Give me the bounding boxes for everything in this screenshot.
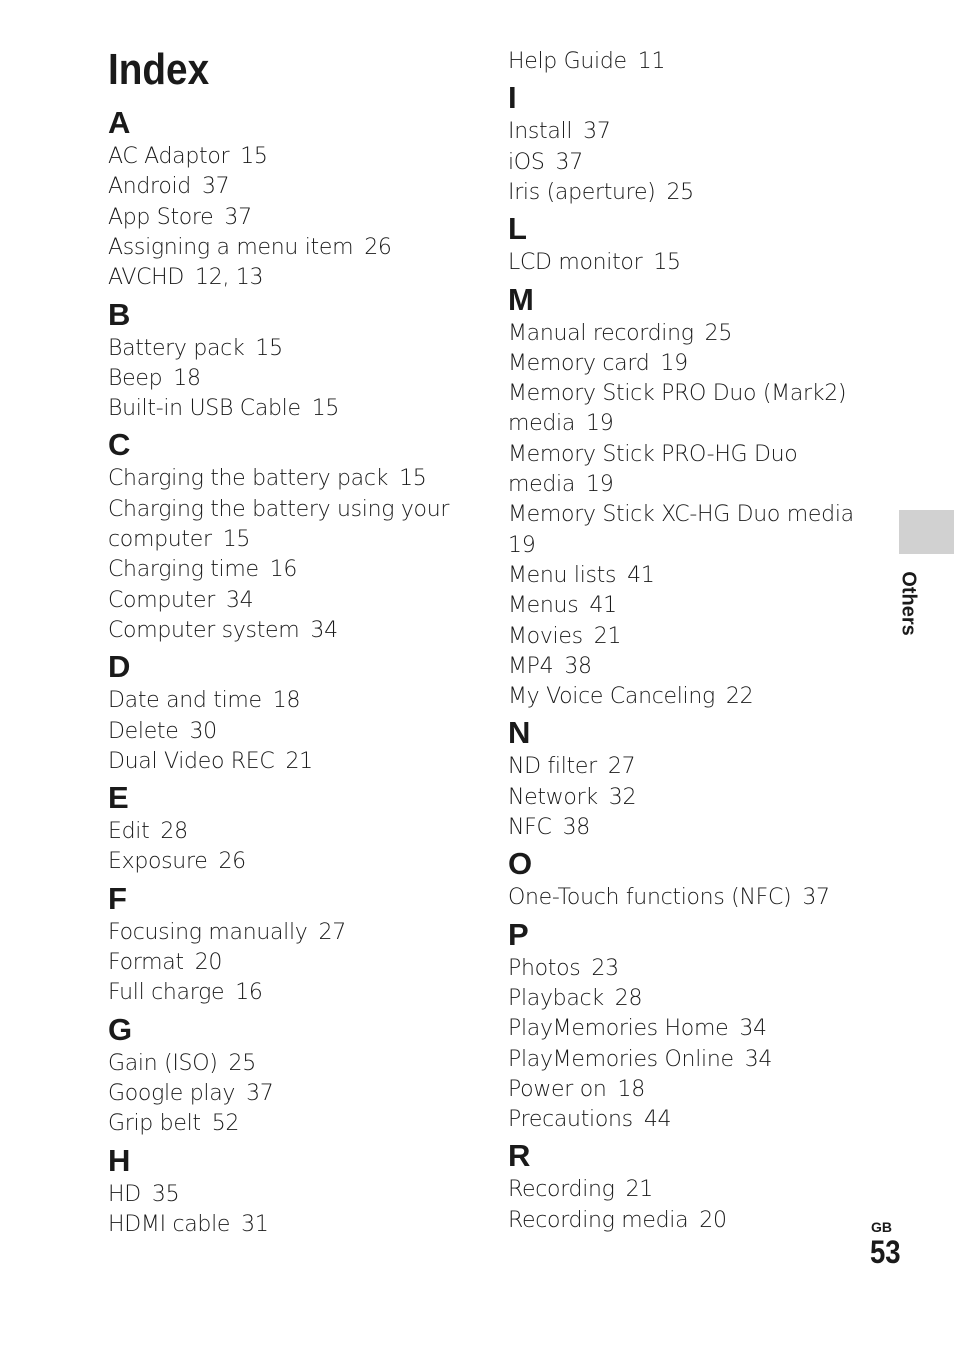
index-term: media: [508, 411, 576, 437]
index-page-ref: 22: [725, 684, 754, 710]
index-letter-heading: M: [508, 281, 534, 317]
index-term: Menu lists: [508, 562, 617, 588]
index-entry: [508, 1046, 772, 1074]
index-page-ref: 26: [364, 234, 392, 260]
index-letter-heading: B: [108, 296, 131, 332]
index-term: ND filter: [508, 754, 597, 780]
index-term: Iris (aperture): [508, 179, 656, 205]
index-letter-heading: G: [108, 1011, 133, 1047]
index-entry: [508, 1207, 727, 1235]
index-entry: [108, 264, 263, 292]
index-page-ref: 19: [586, 472, 614, 497]
index-page-ref: 26: [218, 849, 246, 875]
index-term: Focusing manually: [108, 919, 308, 945]
section-tab-label: [893, 566, 923, 640]
page-number: 53: [870, 1234, 901, 1270]
index-page-ref: 32: [608, 784, 637, 810]
index-term: computer: [108, 527, 212, 552]
index-term: Charging time: [108, 557, 259, 583]
index-page-ref: 38: [564, 653, 592, 679]
index-page-ref: 27: [607, 754, 636, 780]
index-entry: [108, 718, 217, 746]
index-entry: [508, 501, 854, 529]
index-page-ref: 20: [699, 1207, 727, 1233]
index-term: Install: [508, 119, 573, 145]
index-entry: [508, 955, 619, 983]
index-term: Memory Stick PRO-HG Duo: [508, 441, 798, 467]
index-term: Computer: [108, 587, 215, 613]
index-entry: [108, 1050, 256, 1078]
index-entry: [508, 562, 655, 590]
index-letter-heading: E: [108, 780, 129, 816]
index-entry: [508, 985, 642, 1013]
index-term: LCD monitor: [508, 250, 643, 276]
index-entry: [508, 441, 797, 469]
index-page-ref: 19: [586, 411, 614, 437]
index-term: One-Touch functions (NFC): [508, 885, 792, 911]
index-page-ref: 34: [225, 587, 254, 613]
index-letter-heading: F: [108, 880, 127, 916]
index-page-ref: 34: [739, 1016, 767, 1042]
index-page-ref: 37: [246, 1080, 274, 1106]
index-term: Edit: [108, 819, 150, 845]
index-page-ref: 21: [593, 623, 622, 649]
index-term: AC Adaptor: [108, 144, 230, 169]
index-page-ref: 21: [625, 1177, 653, 1203]
index-page-ref: 15: [311, 396, 340, 422]
index-letter-heading: L: [508, 211, 527, 247]
index-term: Gain (ISO): [108, 1050, 218, 1076]
index-term: Power on: [508, 1076, 607, 1102]
index-entry: [508, 592, 617, 620]
index-term: MP4: [508, 653, 554, 679]
index-term: Computer system: [108, 617, 300, 643]
index-page-ref: 41: [589, 593, 617, 619]
index-term: Battery pack: [108, 335, 245, 361]
section-label-text: Others: [897, 570, 920, 636]
index-page-ref: 30: [189, 718, 217, 744]
index-page-ref: 37: [802, 885, 830, 911]
index-page-ref: 23: [591, 955, 619, 981]
index-page-ref: 21: [285, 748, 313, 774]
index-term: Built-in USB Cable: [108, 396, 301, 422]
index-page-ref: 25: [228, 1050, 256, 1076]
index-letter-heading: P: [508, 916, 529, 952]
index-entry: [108, 465, 426, 493]
index-entry: [108, 173, 229, 201]
index-page-ref: 37: [201, 174, 230, 200]
index-page-ref: 52: [211, 1111, 240, 1137]
index-term: Android: [108, 174, 191, 200]
index-entry: [108, 365, 201, 393]
index-entry: [508, 471, 613, 499]
index-entry: [108, 556, 297, 584]
index-term: My Voice Canceling: [508, 684, 715, 710]
index-term: HDMI cable: [108, 1211, 231, 1237]
index-letter-heading: C: [108, 427, 131, 463]
index-term: PlayMemories Home: [508, 1016, 729, 1042]
index-term: Date and time: [108, 688, 262, 714]
index-entry: [508, 1176, 653, 1204]
index-term: Recording media: [508, 1207, 689, 1233]
index-entry: [108, 587, 253, 615]
index-entry: [508, 350, 688, 378]
page-title: Index: [108, 45, 210, 94]
index-page-ref: 37: [224, 204, 252, 230]
index-entry: [108, 1110, 239, 1138]
index-page-ref: 15: [653, 250, 681, 276]
index-term: Memory card: [508, 350, 650, 376]
index-entry: [108, 526, 250, 554]
index-letter-heading: H: [108, 1142, 131, 1178]
index-term: Grip belt: [108, 1111, 201, 1137]
index-page-ref: 15: [399, 466, 427, 492]
index-page-ref: 11: [637, 49, 666, 74]
index-entry: [508, 814, 590, 842]
index-page-ref: 18: [272, 688, 301, 714]
index-entry: [508, 532, 535, 560]
index-term: Assigning a menu item: [108, 234, 354, 260]
index-page-ref: 37: [555, 149, 583, 175]
section-tab-marker: [899, 510, 954, 554]
index-term: HD: [108, 1181, 141, 1207]
index-page-ref: 38: [562, 815, 590, 840]
index-entry: [108, 748, 313, 776]
index-entry: [108, 617, 338, 645]
index-term: Help Guide: [508, 49, 627, 74]
index-entry: [108, 143, 268, 171]
index-entry: [108, 496, 449, 524]
index-page-ref: 44: [643, 1107, 672, 1133]
index-entry: [108, 1211, 269, 1239]
index-entry: [508, 753, 635, 781]
index-entry: [108, 1080, 274, 1108]
index-entry: [508, 249, 681, 277]
index-entry: [108, 204, 252, 232]
index-entry: [508, 1015, 767, 1043]
index-entry: [108, 395, 339, 423]
index-page-ref: 19: [660, 350, 688, 376]
index-page-ref: 15: [240, 144, 268, 169]
index-page-ref: 28: [614, 985, 643, 1011]
index-term: Memory Stick PRO Duo (Mark2): [508, 381, 847, 407]
index-entry: [508, 884, 830, 912]
index-term: NFC: [508, 815, 552, 840]
index-entry: [508, 48, 665, 76]
index-entry: [108, 919, 346, 947]
index-letter-heading: O: [508, 846, 533, 882]
index-page-ref: 16: [235, 980, 263, 1006]
index-entry: [108, 949, 222, 977]
index-term: Dual Video REC: [108, 748, 275, 774]
index-entry: [508, 623, 621, 651]
index-entry: [108, 1181, 179, 1209]
index-page-ref: 41: [627, 562, 655, 588]
index-page-ref: 12, 13: [195, 265, 264, 291]
index-entry: [108, 234, 392, 262]
index-letter-heading: A: [108, 105, 131, 140]
index-entry: [508, 118, 611, 146]
index-letter-heading: N: [508, 715, 531, 751]
index-entry: [108, 848, 246, 876]
index-entry: [508, 1106, 671, 1134]
index-page-ref: 20: [194, 950, 223, 975]
index-term: Charging the battery using your: [108, 496, 450, 522]
index-page-ref: 16: [269, 557, 298, 583]
index-term: Format: [108, 950, 184, 975]
index-term: Recording: [508, 1177, 615, 1203]
index-entry: [508, 410, 613, 438]
index-term: Photos: [508, 955, 581, 981]
index-page-ref: 28: [160, 819, 188, 845]
index-entry: [508, 1076, 645, 1104]
index-entry: [508, 149, 583, 177]
index-entry: [108, 818, 188, 846]
index-term: Delete: [108, 718, 179, 744]
index-term: 19: [508, 532, 536, 558]
index-term: Memory Stick XC-HG Duo media: [508, 502, 854, 528]
index-term: AVCHD: [108, 265, 185, 291]
index-entry: [108, 979, 263, 1007]
index-term: Network: [508, 784, 598, 810]
index-term: Google play: [108, 1080, 236, 1106]
index-term: App Store: [108, 204, 214, 230]
index-entry: [508, 179, 694, 207]
index-page-ref: 18: [617, 1076, 645, 1102]
region-code: GB: [871, 1219, 892, 1235]
index-entry: [508, 683, 753, 711]
index-page-ref: 35: [151, 1181, 180, 1207]
index-term: Exposure: [108, 849, 208, 875]
index-entry: [508, 320, 732, 348]
index-entry: [508, 653, 592, 681]
index-term: Menus: [508, 593, 579, 619]
index-letter-heading: R: [508, 1138, 531, 1174]
index-page-ref: 37: [583, 119, 611, 145]
index-letter-heading: I: [508, 80, 517, 116]
index-term: PlayMemories Online: [508, 1046, 734, 1072]
index-term: Full charge: [108, 980, 225, 1006]
index-term: Charging the battery pack: [108, 466, 389, 492]
index-term: iOS: [508, 149, 545, 175]
index-page-ref: 15: [255, 335, 283, 361]
index-letter-heading: D: [108, 649, 131, 685]
index-entry: [108, 335, 283, 363]
index-page-ref: 31: [241, 1211, 269, 1237]
index-page-ref: 25: [666, 179, 694, 205]
index-term: Movies: [508, 623, 583, 649]
index-page-ref: 27: [318, 919, 346, 945]
index-page-ref: 25: [704, 320, 733, 346]
index-term: Playback: [508, 985, 604, 1011]
index-entry: [108, 687, 300, 715]
index-page-ref: 18: [173, 365, 201, 391]
index-page-ref: 34: [744, 1046, 773, 1072]
index-term: Precautions: [508, 1107, 633, 1133]
index-entry: [508, 784, 636, 812]
index-term: media: [508, 472, 576, 497]
index-page-ref: 15: [222, 527, 251, 552]
index-page-ref: 34: [310, 617, 338, 643]
index-entry: [508, 380, 846, 408]
index-term: Manual recording: [508, 320, 694, 346]
index-term: Beep: [108, 365, 163, 391]
